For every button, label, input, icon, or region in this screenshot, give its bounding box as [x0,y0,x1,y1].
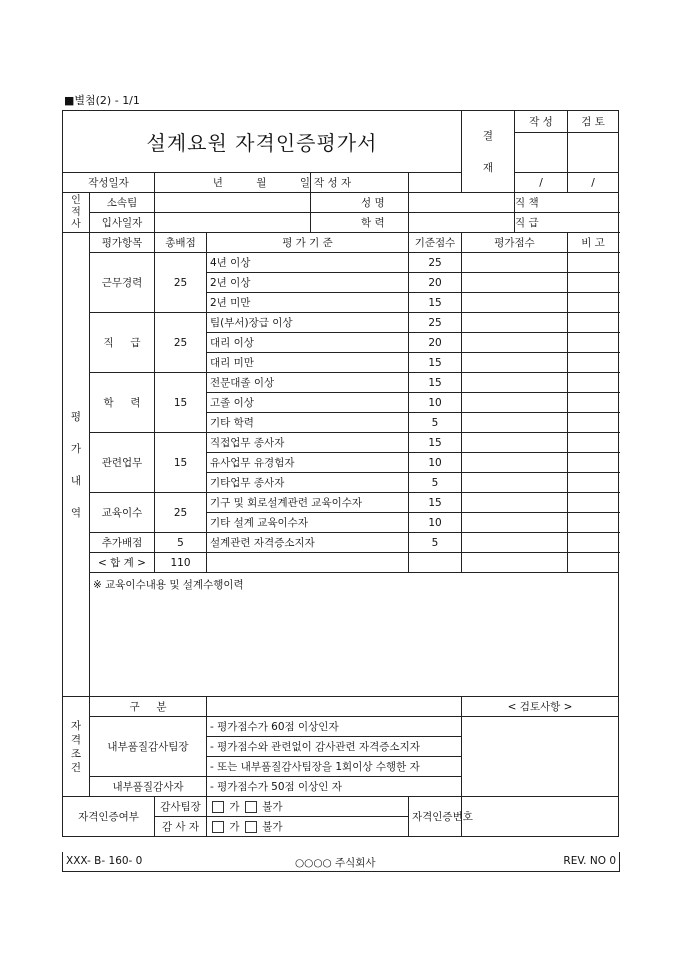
eval-score-cell[interactable] [462,433,568,453]
education-field[interactable] [409,213,515,233]
form-code: XXX- B- 160- 0 [66,855,143,867]
sign-box-write[interactable] [515,133,568,173]
evaluation-form [62,110,619,837]
eval-criterion: 기타업무 종사자 [207,473,409,493]
eval-base-score: 10 [409,513,462,533]
yes-label: 가 [229,821,240,833]
eval-criterion: 직접업무 종사자 [207,433,409,453]
eval-base-score: 5 [409,413,462,433]
write-date-label: 작성일자 [63,173,155,193]
eval-base-score: 15 [409,353,462,373]
writer-field[interactable] [311,173,409,193]
eval-base-score: 20 [409,333,462,353]
division-label: 구 분 [90,697,207,717]
eval-total: 25 [155,313,207,373]
review-label: < 검토사항 > [462,697,619,717]
eval-header-score: 평가점수 [462,233,568,253]
eval-remark-cell[interactable] [568,473,619,493]
leader-yes-checkbox[interactable] [212,801,224,813]
cert-number-field[interactable] [462,797,619,837]
eval-remark-cell[interactable] [568,393,619,413]
eval-remark-cell[interactable] [568,353,619,373]
education-label: 학 력 [311,213,409,233]
form-footer [62,852,620,872]
dept-label: 소속팀 [90,193,155,213]
eval-item: 교육이수 [90,493,155,533]
eval-header-total: 총배점 [155,233,207,253]
eval-base-score: 15 [409,373,462,393]
eval-criterion: 전문대졸 이상 [207,373,409,393]
eval-total: 25 [155,253,207,313]
eval-criterion: 설계관련 자격증소지자 [207,533,409,553]
eval-criterion: 기타 학력 [207,413,409,433]
company-name: ○○○○ 주식회사 [295,857,376,869]
writer-value[interactable] [409,173,462,193]
auditor-condition: - 평가점수가 50점 이상인 자 [207,777,462,797]
leader-condition: - 평가점수가 60점 이상인자 [207,717,462,737]
eval-score-cell[interactable] [462,453,568,473]
eval-criterion: 2년 이상 [207,273,409,293]
eval-remark-cell[interactable] [568,313,619,333]
eval-header-base-score: 기준점수 [409,233,462,253]
eval-base-score: 10 [409,393,462,413]
eval-criterion: 팀(부서)장급 이상 [207,313,409,333]
eval-remark-cell[interactable] [568,273,619,293]
eval-header-item: 평가항목 [90,233,155,253]
eval-remark-cell[interactable] [568,293,619,313]
eval-criterion: 유사업무 유경험자 [207,453,409,473]
eval-base-score: 5 [409,473,462,493]
audit-leader-label: 내부품질감사팀장 [90,717,207,777]
eval-item: 근무경력 [90,253,155,313]
eval-score-cell[interactable] [462,273,568,293]
eval-header-remarks: 비 고 [568,233,619,253]
sum-base-score-cell [409,553,462,573]
leader-no-checkbox[interactable] [245,801,257,813]
eval-remark-cell[interactable] [568,413,619,433]
eval-score-cell[interactable] [462,533,568,553]
eval-criterion: 2년 미만 [207,293,409,313]
eval-header-criteria: 평 가 기 준 [207,233,409,253]
eval-base-score: 5 [409,533,462,553]
eval-total: 5 [155,533,207,553]
eval-item: 추가배점 [90,533,155,553]
qualification-section-label: 자 격 조 건 [63,697,90,797]
writer-label: 작 성 자 [314,177,352,189]
name-label: 성 명 [311,193,409,213]
eval-score-cell[interactable] [462,393,568,413]
approval-date-write[interactable]: / [515,173,568,193]
day-label: 일 [299,177,310,189]
revision-number: REV. NO 0 [563,855,616,867]
eval-total: 25 [155,493,207,533]
eval-base-score: 25 [409,253,462,273]
eval-base-score: 15 [409,493,462,513]
auditor-label: 내부품질감사자 [90,777,207,797]
month-label: 월 [256,177,267,189]
eval-score-cell[interactable] [462,313,568,333]
eval-remark-cell[interactable] [568,453,619,473]
eval-criterion: 4년 이상 [207,253,409,273]
eval-criterion: 기타 설계 교육이수자 [207,513,409,533]
approval-label: 결 재 [462,111,515,193]
cert-auditor-label: 감 사 자 [155,817,207,837]
dept-field[interactable] [155,193,311,213]
eval-score-cell[interactable] [462,333,568,353]
eval-item: 관련업무 [90,433,155,493]
no-label: 불가 [262,821,283,833]
eval-criterion: 대리 이상 [207,333,409,353]
eval-score-cell[interactable] [462,293,568,313]
eval-base-score: 10 [409,453,462,473]
write-date-field[interactable] [155,173,311,193]
eval-remark-cell[interactable] [568,373,619,393]
eval-base-score: 25 [409,313,462,333]
leader-condition: - 또는 내부품질감사팀장을 1회이상 수행한 자 [207,757,462,777]
eval-score-cell[interactable] [462,373,568,393]
eval-remark-cell[interactable] [568,333,619,353]
auditor-no-checkbox[interactable] [245,821,257,833]
name-field[interactable] [409,193,515,213]
eval-total: 15 [155,373,207,433]
year-label: 년 [212,177,223,189]
eval-remark-cell[interactable] [568,533,619,553]
leader-condition: - 평가점수와 관련없이 감사관련 자격증소지자 [207,737,462,757]
position-label: 직 책 [515,197,539,209]
education-history-notes[interactable] [90,573,619,697]
approval-date-review[interactable]: / [568,173,619,193]
join-date-label: 입사일자 [90,213,155,233]
no-label: 불가 [262,801,283,813]
eval-criterion: 기구 및 회로설계관련 교육이수자 [207,493,409,513]
sum-criteria-cell [207,553,409,573]
cert-leader-options [207,797,409,817]
personal-section-label: 인 적 사 [63,193,90,233]
rank-label: 직 급 [515,217,539,229]
eval-score-cell[interactable] [462,413,568,433]
sum-remark-cell[interactable] [568,553,619,573]
form-title: 설계요원 자격인증평가서 [63,111,462,173]
sum-total: 110 [155,553,207,573]
eval-score-cell[interactable] [462,253,568,273]
attachment-label: ■별첨(2) - 1/1 [64,94,140,107]
eval-score-cell[interactable] [462,473,568,493]
cert-leader-label: 감사팀장 [155,797,207,817]
cert-auditor-options [207,817,409,837]
eval-score-cell[interactable] [462,513,568,533]
join-date-field[interactable] [155,213,311,233]
sign-box-review[interactable] [568,133,619,173]
eval-score-cell[interactable] [462,353,568,373]
eval-item: 직 급 [90,313,155,373]
eval-remark-cell[interactable] [568,253,619,273]
eval-total: 15 [155,433,207,493]
eval-section-label: 평 가 내 역 [63,233,90,697]
eval-item: 학 력 [90,373,155,433]
eval-remark-cell[interactable] [568,493,619,513]
approval-col-review: 검 토 [568,111,619,133]
auditor-yes-checkbox[interactable] [212,821,224,833]
eval-remark-cell[interactable] [568,513,619,533]
sum-score-cell[interactable] [462,553,568,573]
notes-label: ※ 교육이수내용 및 설계수행이력 [93,579,244,591]
review-notes[interactable] [462,717,619,797]
yes-label: 가 [229,801,240,813]
cert-number-label: 자격인증번호 [409,797,462,837]
eval-base-score: 15 [409,433,462,453]
division-criteria-header [207,697,462,717]
approval-col-write: 작 성 [515,111,568,133]
eval-base-score: 20 [409,273,462,293]
eval-criterion: 고졸 이상 [207,393,409,413]
eval-remark-cell[interactable] [568,433,619,453]
sum-label: < 합 계 > [90,553,155,573]
certification-label: 자격인증여부 [63,797,155,837]
eval-criterion: 대리 미만 [207,353,409,373]
eval-base-score: 15 [409,293,462,313]
eval-score-cell[interactable] [462,493,568,513]
